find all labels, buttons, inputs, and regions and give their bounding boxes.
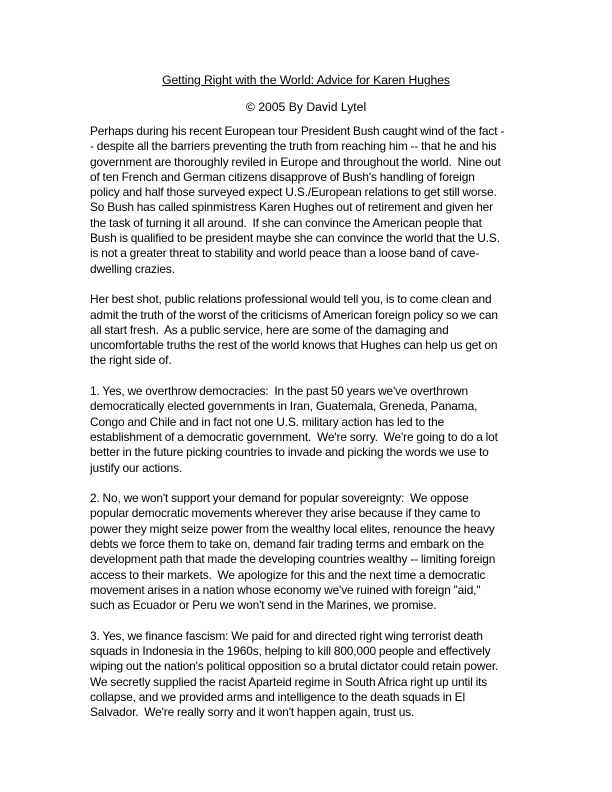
text-line: wiping out the nation's political opposition so a brutal dictator could retain power. [90,659,499,674]
paragraph-best-shot [90,292,520,368]
text-line: power they might seize power from the wealthy local elites, renounce the heavy [90,521,495,536]
text-line: Her best shot, public relations professional would tell you, is to come clean and [90,292,492,307]
text-line: Congo and Chile and in fact not one U.S. military action has led to the [90,414,445,429]
text-line: the task of turning it all around. If she can convince the American people that [90,215,482,230]
text-line: of ten French and German citizens disapprove of Bush's handling of foreign [90,169,475,184]
text-line: collapse, and we provided arms and intelligence to the death squads in El [90,689,465,704]
text-line: democratically elected governments in Iran, Guatemala, Greneda, Panama, [90,399,478,414]
text-line: admit the truth of the worst of the criticisms of American foreign policy so we can [90,307,498,322]
text-line: justify our actions. [90,460,183,475]
paragraph-point-1 [90,384,520,476]
text-line: movement arises in a nation whose economy we've ruined with foreign "aid," [90,582,481,597]
text-line: So Bush has called spinmistress Karen Hughes out of retirement and given her [90,200,494,215]
text-line: access to their markets. We apologize for this and the next time a democratic [90,567,486,582]
article-body [90,124,520,736]
text-line: popular democratic movements wherever they arise because if they came to [90,506,481,521]
text-line: 2. No, we won't support your demand for popular sovereignty: We oppose [90,491,469,506]
text-line: development path that made the developing countries wealthy -- limiting foreign [90,552,496,567]
text-line: squads in Indonesia in the 1960s, helping to kill 800,000 people and effectively [90,644,491,659]
text-line: establishment of a democratic government. We're sorry. We're going to do a lot [90,429,498,444]
paragraph-point-3 [90,629,520,721]
text-line: debts we force them to take on, demand fair trading terms and embark on the [90,537,484,552]
document-title: Getting Right with the World: Advice for Karen Hughes [162,73,450,87]
text-line: We secretly supplied the racist Aparteid regime in South Africa right up until its [90,674,488,689]
byline: © 2005 By David Lytel [245,100,367,114]
paragraph-intro [90,124,520,277]
text-line: 3. Yes, we finance fascism: We paid for and directed right wing terrorist death [90,628,483,643]
text-line: Salvador. We're really sorry and it won't happen again, trust us. [90,705,415,720]
text-line: all start fresh. As a public service, here are some of the damaging and [90,322,449,337]
text-line: policy and half those surveyed expect U.S./European relations to get still worse. [90,185,497,200]
paragraph-point-2 [90,491,520,613]
text-line: the right side of. [90,353,172,368]
text-line: Bush is qualified to be president maybe she can convince the world that the U.S. [90,231,500,246]
text-line: 1. Yes, we overthrow democracies: In the past 50 years we've overthrown [90,384,468,399]
text-line: dwelling crazies. [90,261,175,276]
text-line: better in the future picking countries to invade and picking the words we use to [90,445,489,460]
text-line: government are thoroughly reviled in Europe and throughout the world. Nine out [90,154,501,169]
text-line: uncomfortable truths the rest of the world knows that Hughes can help us get on [90,338,498,353]
text-line: Perhaps during his recent European tour President Bush caught wind of the fact - [90,124,505,138]
text-line: is not a greater threat to stability and world peace than a loose band of cave- [90,246,480,261]
text-line: - despite all the barriers preventing the truth from reaching him -- that he and his [90,139,497,154]
text-line: such as Ecuador or Peru we won't send in the Marines, we promise. [90,598,437,613]
